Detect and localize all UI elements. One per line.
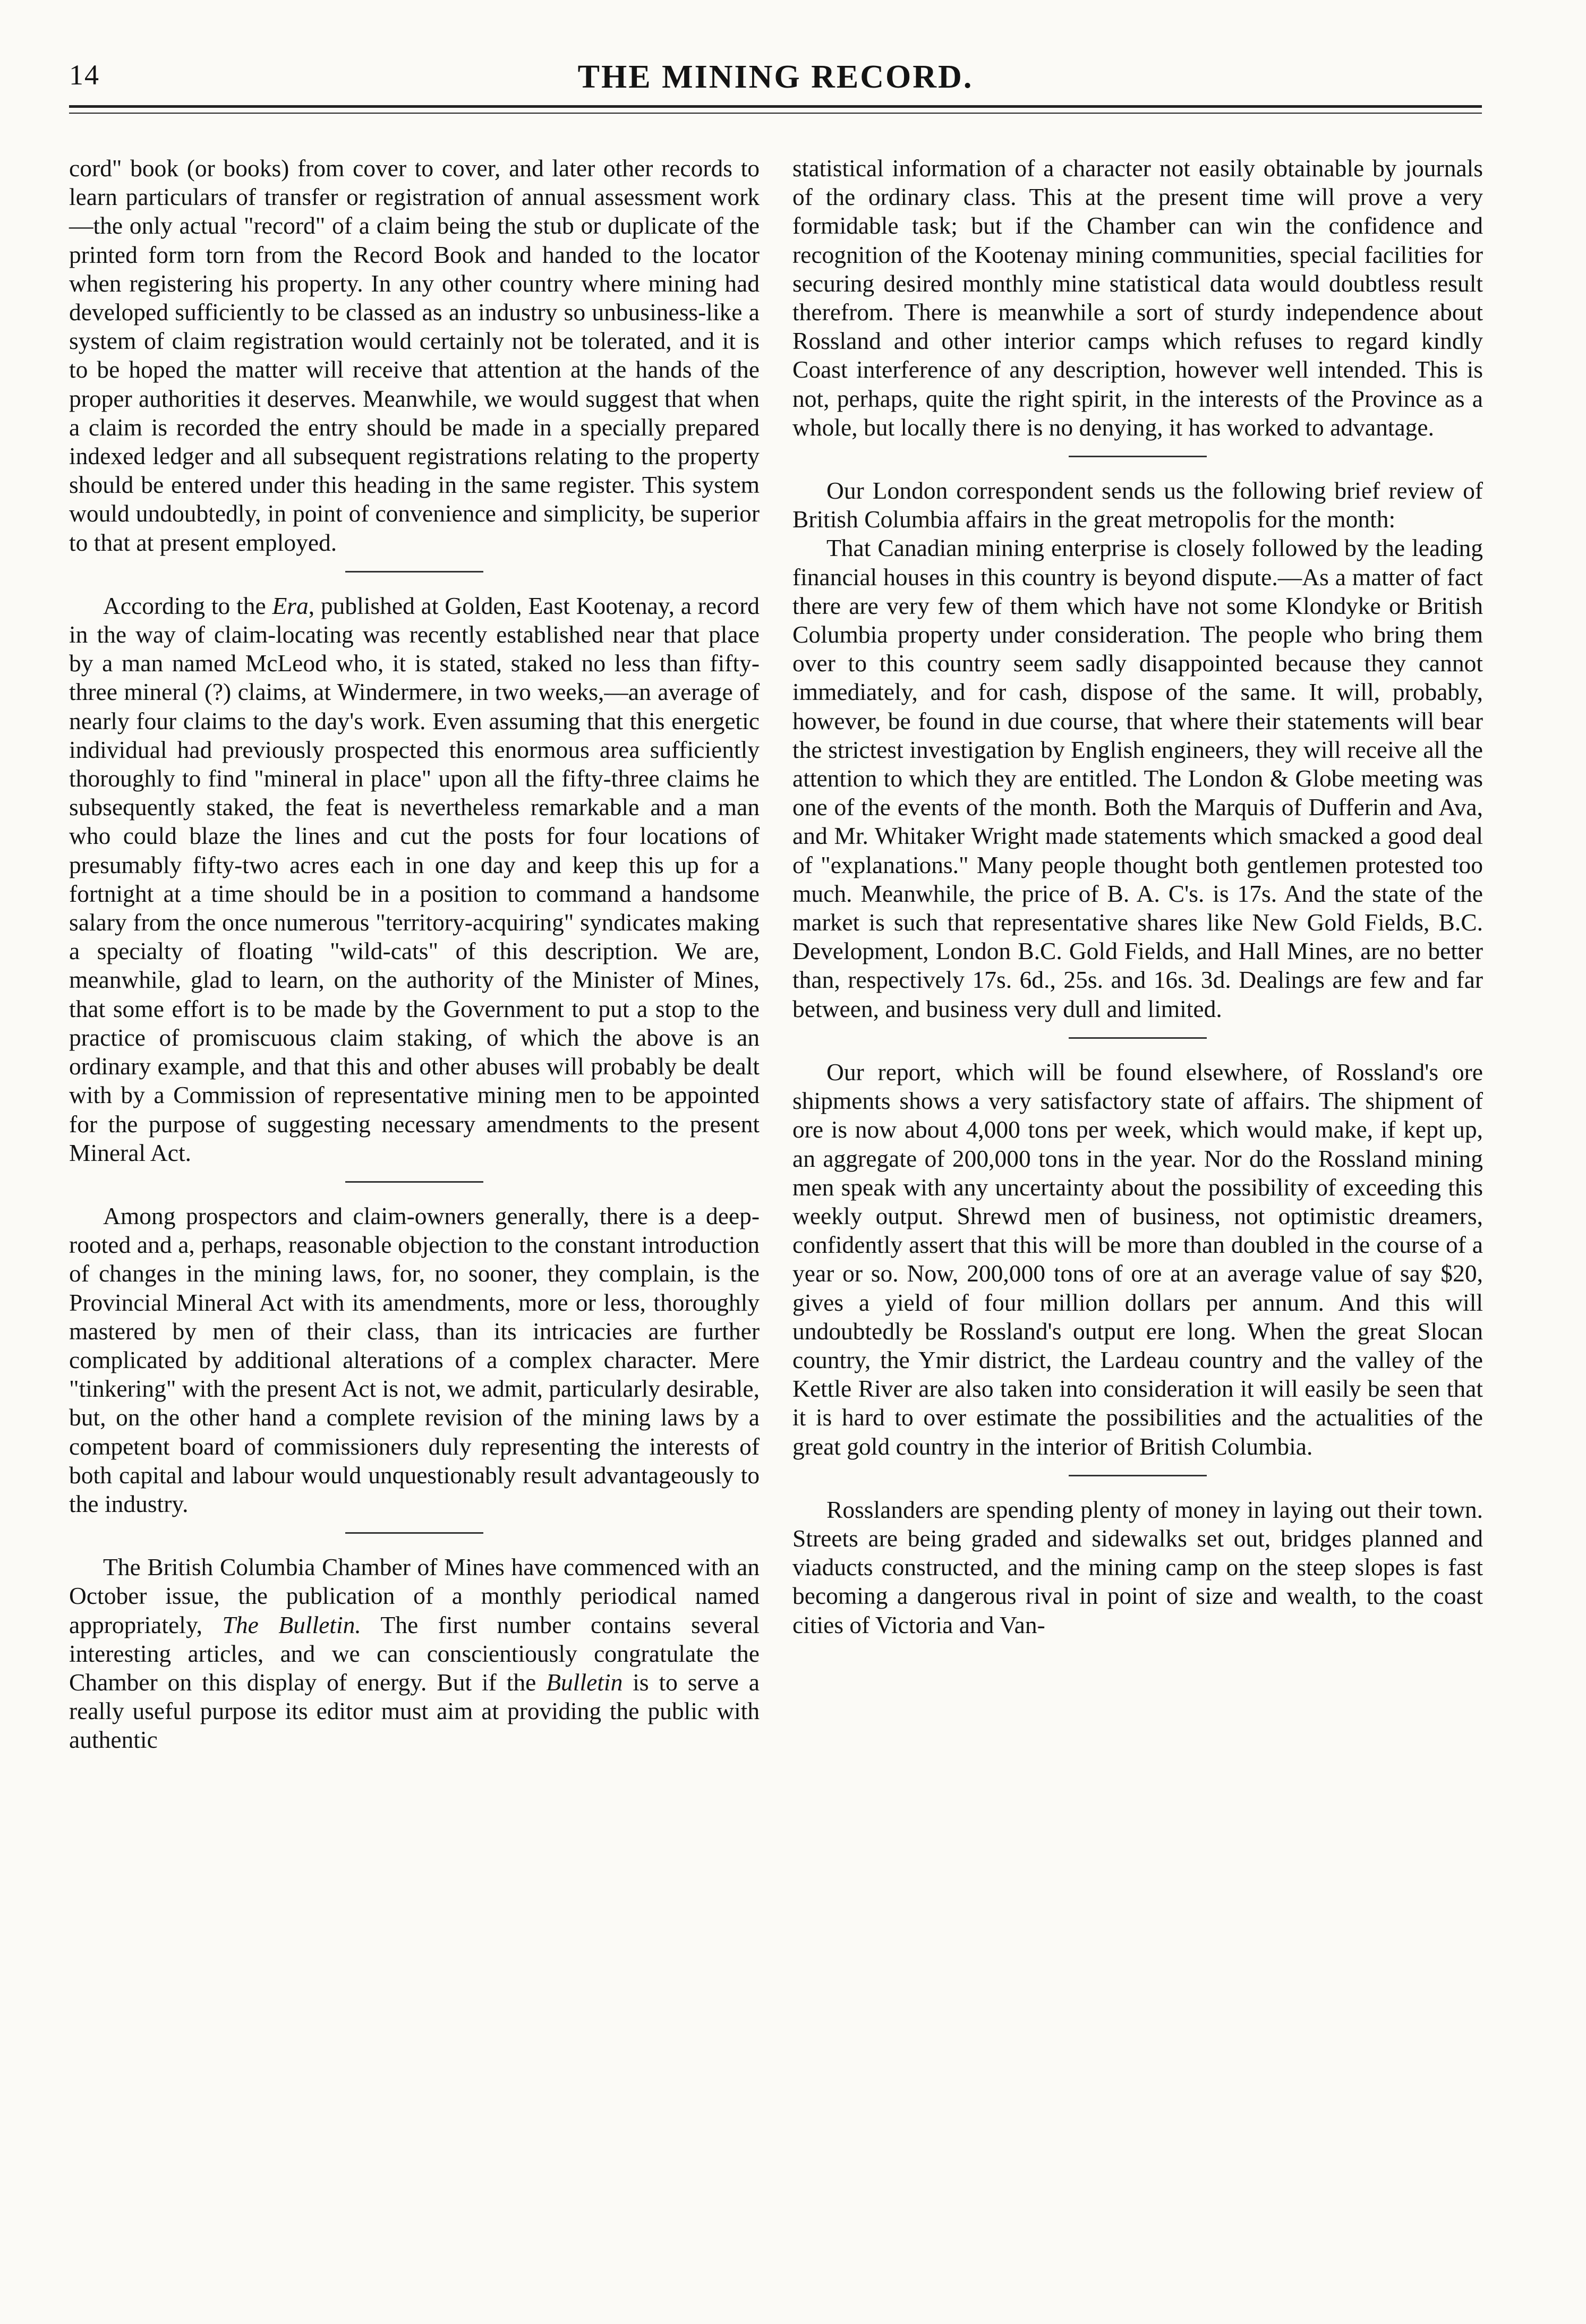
paragraph-statistical-information: statistical information of a character not easily obtainable by journals of the ordinary class. This at the present time will prove a very formidable task; but if the Chamber can win the confidence and recognition of the Kootenay mining communities, special facilities for securing desired monthly mine statistical data would doubtless result therefrom. There is meanwhile a sort of sturdy independence about Rossland and other interior camps which refuses to regard kindly Coast interference of any description, however well intended. This is not, perhaps, quite the right spirit, in the interests of the Province as a whole, but locally there is no denying, it has worked to advantage. [792,155,1483,441]
header-rule [69,105,1482,108]
left-column [69,154,760,1755]
publication-name: Era [272,592,309,619]
section-divider [1069,1475,1207,1476]
publication-name: The Bulletin. [222,1611,361,1638]
paragraph-claim-locating-record [69,592,760,1167]
paragraph-mining-laws: Among prospectors and claim-owners generally, there is a deep-rooted and a, perhaps, reasonable objection to the constant introduction of changes in the mining laws, for, no sooner, they complain, is the Provincial Mineral Act with its amendments, more or less, thoroughly mastered by men of their class, than its intricacies are further complicated by additional alterations of a complex character. Mere "tinkering" with the present Act is not, we admit, particularly desirable, but, on the other hand a complete revision of the mining laws by a competent board of commissioners duly representing the interests of both capital and labour would unquestionably result advantageously to the industry. [69,1202,760,1517]
publication-name: Bulletin [546,1668,623,1696]
section-divider [345,1181,483,1183]
paragraph-claim-registration: cord" book (or books) from cover to cover, and later other records to learn particulars of transfer or registration of annual assessment work—the only actual "record" of a claim being the stub or duplicate of the printed form torn from the Record Book and handed to the locator when registering his property. In any other country where mining had developed sufficiently to be classed as an industry so unbusiness-like a system of claim registration would certainly not be tolerated, and it is to be hoped the matter will receive that attention at the hands of the proper authorities it deserves. Meanwhile, we would suggest that when a claim is recorded the entry should be made in a specially prepared indexed ledger and all subsequent registrations relating to the property should be entered under this heading in the same register. This system would undoubtedly, in point of convenience and simplicity, be superior to that at present employed. [69,155,760,556]
paragraph-london-correspondent: Our London correspondent sends us the following brief review of British Columbia affairs in the great metropolis for the month: [792,477,1483,533]
text-span: The first number contains several interesting articles, and we can conscientiously congratulate the Chamber on this display of energy. But if the [69,1611,760,1696]
paragraph-chamber-of-mines [69,1553,760,1754]
text-span: is to serve a really useful purpose its editor must aim at providing the public with authentic [69,1668,760,1754]
page-number: 14 [69,59,100,91]
paragraph-london-review: That Canadian mining enterprise is closely followed by the leading financial houses in this country is beyond dispute.—As a matter of fact there are very few of them which have not some Klondyke or British Columbia property under consideration. The people who bring them over to this country seem sadly disappointed because they cannot immediately, and for cash, dispose of the same. It will, probably, however, be found in due course, that where their statements will bear the strictest investigation by English engineers, they will receive all the attention to which they are entitled. The London & Globe meeting was one of the events of the month. Both the Marquis of Dufferin and Ava, and Mr. Whitaker Wright made statements which smacked a good deal of "explanations." Many people thought both gentlemen protested too much. Meanwhile, the price of B. A. C's. is 17s. And the state of the market is such that representative shares like New Gold Fields, B.C. Development, London B.C. Gold Fields, and Hall Mines, are no better than, respectively 17s. 6d., 25s. and 16s. 3d. Dealings are few and far between, and business very dull and limited. [792,534,1483,1022]
page-header [69,58,1482,101]
paragraph-rossland-town: Rosslanders are spending plenty of money in laying out their town. Streets are being graded and sidewalks set out, bridges planned and viaducts constructed, and the mining camp on the steep slopes is fast becoming a dangerous rival in point of size and wealth, to the coast cities of Victoria and Van- [792,1496,1483,1638]
section-divider [345,1532,483,1534]
text-span: The British Columbia Chamber of Mines have commenced with an October issue, the publication of a monthly periodical named appropriately, [69,1553,760,1638]
section-divider [1069,456,1207,457]
publication-title: THE MINING RECORD. [577,59,974,95]
section-divider [1069,1037,1207,1039]
text-span: According to the [103,592,272,619]
text-span: , published at Golden, East Kootenay, a record in the way of claim-locating was recently established near that place by a man named McLeod who, it is stated, staked no less than fifty-three mineral (?) claims, at Windermere, in two weeks,—an average of nearly four claims to the day's work. Even assuming that this energetic individual had previously prospected this enormous area sufficiently thoroughly to find "mineral in place" upon all the fifty-three claims he subsequently staked, the feat is nevertheless remarkable and a man who could blaze the lines and cut the posts for four locations of presumably fifty-two acres each in one day and keep this up for a fortnight at a time should be in a position to command a handsome salary from the once numerous "territory-acquiring" syndicates making a specialty of floating "wild-cats" of this description. We are, meanwhile, glad to learn, on the authority of the Minister of Mines, that some effort is to be made by the Government to put a stop to the practice of promiscuous claim staking, of which the above is an ordinary example, and that this and other abuses will probably be dealt with by a Commission of representative mining men to be appointed for the purpose of suggesting necessary amendments to the present Mineral Act. [69,592,760,1166]
right-column [792,154,1483,1639]
header-rule-thin [69,113,1482,114]
paragraph-rossland-shipments: Our report, which will be found elsewhere, of Rossland's ore shipments shows a very satisfactory state of affairs. The shipment of ore is now about 4,000 tons per week, which would make, if kept up, an aggregate of 200,000 tons in the year. Nor do the Rossland mining men speak with any uncertainty about the possibility of exceeding this weekly output. Shrewd men of business, not optimistic dreamers, confidently assert that this will be more than doubled in the course of a year or so. Now, 200,000 tons of ore at an average value of say $20, gives a yield of four million dollars per annum. And this will undoubtedly be Rossland's output ere long. When the great Slocan country, the Ymir district, the Lardeau country and the valley of the Kettle River are also taken into consideration it will easily be seen that it is hard to over estimate the possibilities and the actualities of the great gold country in the interior of British Columbia. [792,1058,1483,1460]
section-divider [345,571,483,573]
